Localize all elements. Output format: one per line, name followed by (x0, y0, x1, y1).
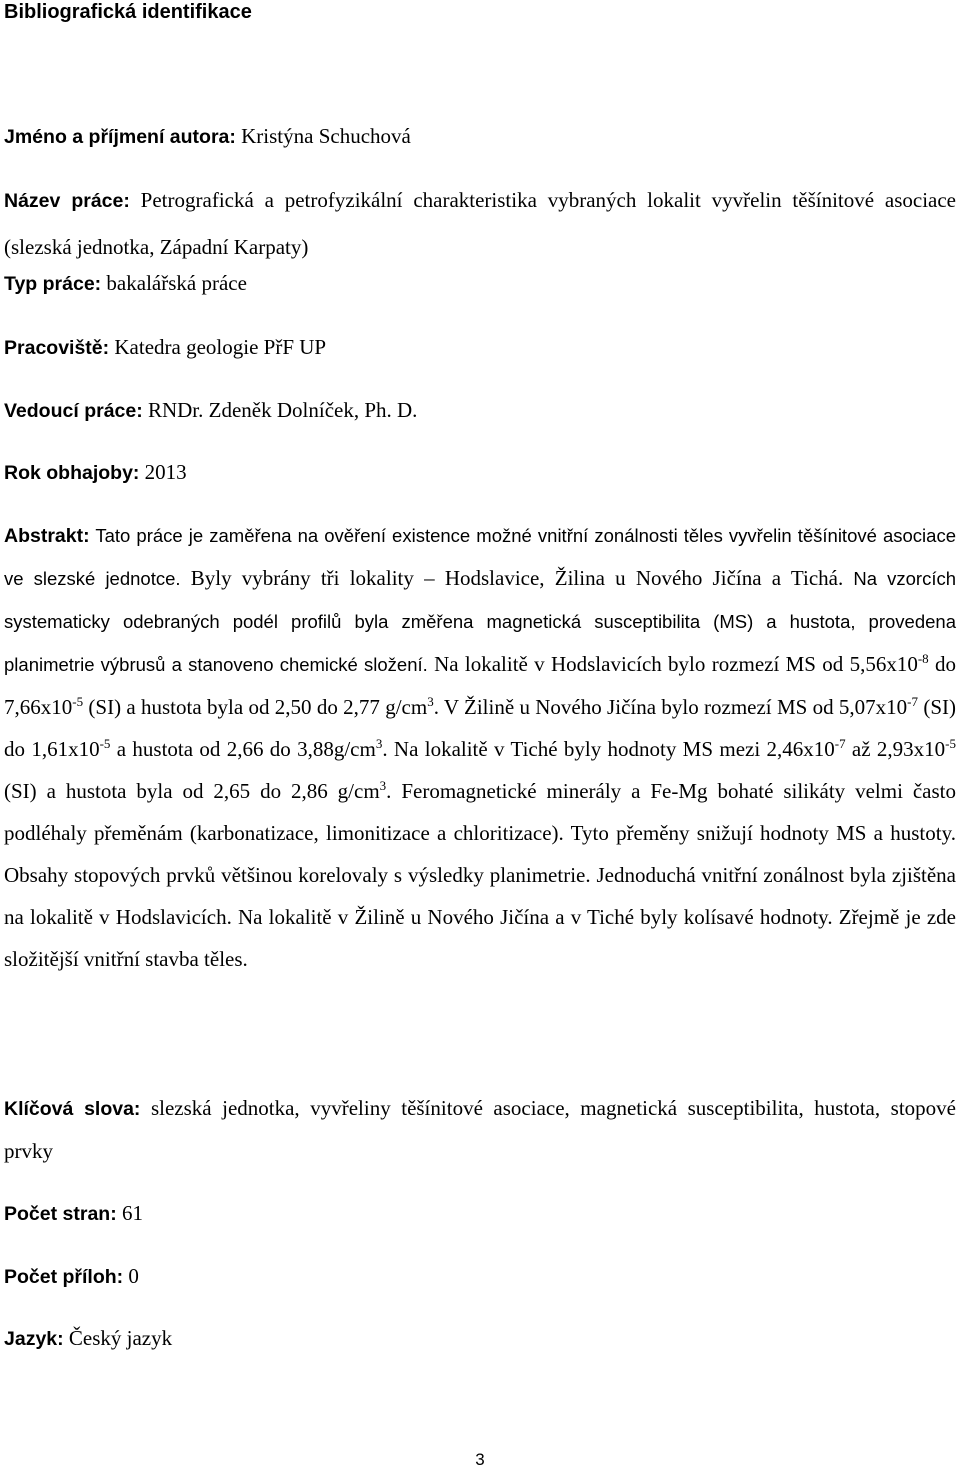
abstract-sentence: Zřejmě je zde složitější vnitřní stavba těles. (4, 905, 956, 971)
attachments-value: 0 (123, 1264, 139, 1288)
author-label: Jméno a příjmení autora: (4, 126, 236, 148)
keywords-field (4, 1087, 956, 1172)
author-field (4, 115, 956, 158)
abstract-sentence: Obsahy stopových prvků většinou korelovaly s výsledky planimetrie. (4, 863, 591, 887)
pages-value: 61 (116, 1201, 143, 1225)
abstract-sentence: Feromagnetické minerály a Fe-Mg bohaté silikáty velmi často podléhaly přeměnám (karbonatizace, limonitizace a chloritizace). (4, 779, 956, 845)
abstract-sentence: Na lokalitě v Žilině u Nového Jičína a v Tiché byly kolísavé hodnoty. (231, 905, 833, 929)
abstract-sentence: Byly vybrány tři lokality – Hodslavice, Žilina u Nového Jičína a Tichá. (180, 566, 844, 590)
abstract-sentence: V Žilině u Nového Jičína bylo rozmezí MS od $5,07x10^{-7}$ (SI) do $1,61x10^{-5}$ a hustota od 2,66 do $3,88g/cm^3$. (4, 694, 956, 761)
keywords-label: Klíčová slova: (4, 1098, 141, 1120)
abstract-sentence: Tyto přeměny snižují hodnoty MS a hustoty. (563, 821, 956, 845)
abstract-paragraph (4, 514, 956, 980)
attachments-field (4, 1255, 956, 1298)
supervisor-field (4, 389, 956, 432)
author-value: Kristýna Schuchová (235, 124, 411, 148)
abstract-sentence: Jednoduchá vnitřní zonálnost byla zjištěna na lokalitě v Hodslavicích. (4, 863, 956, 929)
supervisor-value: RNDr. Zdeněk Dolníček, Ph. D. (142, 398, 418, 422)
type-field (4, 262, 956, 305)
year-label: Rok obhajoby: (4, 462, 140, 484)
supervisor-label: Vedoucí práce: (4, 400, 143, 422)
type-label: Typ práce: (4, 273, 102, 295)
attachments-label: Počet příloh: (4, 1266, 124, 1288)
title-label: Název práce: (4, 190, 130, 212)
title-field (4, 177, 956, 270)
workplace-value: Katedra geologie PřF UP (109, 335, 327, 359)
year-field (4, 451, 956, 494)
page-number: 3 (475, 1450, 485, 1469)
language-field (4, 1317, 956, 1360)
abstract-label: Abstrakt: (4, 525, 90, 547)
section-heading: Bibliografická identifikace (4, 1, 252, 23)
abstract-sentence: Na vzorcích systematicky odebraných podél profilů byla změřena magnetická susceptibilita (MS) a hustota, provedena planimetrie výbrusů a stanoveno chemické složení. (4, 568, 956, 675)
type-value: bakalářská práce (101, 271, 247, 295)
language-value: Český jazyk (63, 1326, 173, 1350)
workplace-field (4, 326, 956, 369)
language-label: Jazyk: (4, 1328, 64, 1350)
workplace-label: Pracoviště: (4, 337, 110, 359)
abstract-sentence: Na lokalitě v Hodslavicích bylo rozmezí MS od $5,56x10^{-8}$ do $7,66x10^{-5}$ (SI) a hustota byla od 2,50 do 2,77 $g/cm^3$. (4, 651, 956, 719)
pages-field (4, 1192, 956, 1235)
pages-label: Počet stran: (4, 1203, 117, 1225)
year-value: 2013 (139, 460, 187, 484)
abstract-sentence: Tato práce je zaměřena na ověření existence možné vnitřní zonálnosti těles vyvřelin těšínitové asociace ve slezské jednotce. (4, 525, 956, 589)
keywords-value: slezská jednotka, vyvřeliny těšínitové asociace, magnetická susceptibilita, hustota, stopové prvky (4, 1096, 956, 1163)
title-value: Petrografická a petrofyzikální charakteristika vybraných lokalit vyvřelin těšínitové asociace (slezská jednotka, Západní Karpaty) (4, 188, 956, 259)
abstract-sentence: Na lokalitě v Tiché byly hodnoty MS mezi $2,46x10^{-7}$ až $2,93x10^{-5}$ (SI) a hustota byla od 2,65 do 2,86 $g/cm^3$. (4, 736, 956, 803)
